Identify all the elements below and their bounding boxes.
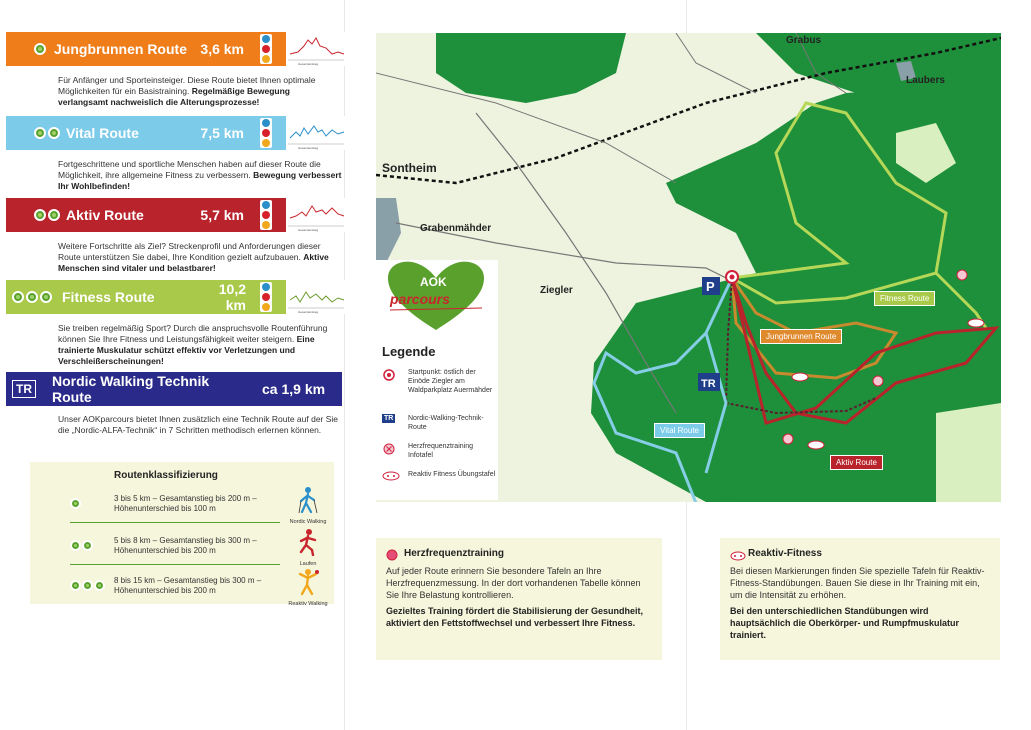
route-bar-aktiv xyxy=(6,198,342,232)
logo-text: AOK xyxy=(420,275,447,289)
info-reaktiv xyxy=(720,538,1000,660)
map-tag-aktiv: Aktiv Route xyxy=(830,455,883,470)
profile-caption: Gesamtanstieg xyxy=(298,228,319,232)
difficulty-dots xyxy=(34,209,60,221)
divider xyxy=(70,564,280,565)
reaktiv-icon xyxy=(730,548,746,566)
legend-title: Legende xyxy=(382,344,436,359)
legend-item-start: Startpunkt: östlich der Einöde Ziegler am Waldparkplatz Auermähder xyxy=(382,368,498,402)
route-name: Aktiv Route xyxy=(66,207,144,223)
route-name: Vital Route xyxy=(66,125,139,141)
info-bold-text: Gezieltes Training fördert die Stabilisierung der Gesundheit, aktiviert den Fettstoffwechsel und verbessert Ihre Fitness. xyxy=(386,606,644,628)
fold-line xyxy=(344,0,345,730)
info-title: Herzfrequenztraining xyxy=(404,548,505,559)
classification-row: 8 bis 15 km – Gesamtanstieg bis 300 m – Höhenunterschied bis 200 m Reaktiv Walking xyxy=(30,570,334,604)
running-icon: Laufen xyxy=(286,528,330,567)
info-title: Reaktiv-Fitness xyxy=(748,548,822,559)
route-distance: 5,7 km xyxy=(200,207,244,223)
nordic-walking-icon: Nordic Walking xyxy=(286,486,330,525)
route-distance: 7,5 km xyxy=(200,125,244,141)
route-classification xyxy=(30,462,334,607)
reaktiv-walking-icon: Reaktiv Walking xyxy=(286,568,330,607)
start-icon xyxy=(382,368,398,380)
difficulty-dots xyxy=(12,291,52,303)
traffic-light-icon xyxy=(260,282,272,312)
classification-row: 3 bis 5 km – Gesamtanstieg bis 200 m – Höhenunterschied bis 100 m Nordic Walking xyxy=(30,488,334,522)
info-text: Auf jeder Route erinnern Sie besondere Tafeln an Ihre Herzfrequenzmessung. In der dort vorhandenen Tabelle können Sie Ihre Belastung kontrollieren. xyxy=(386,566,641,600)
aok-parcours-logo xyxy=(386,260,456,330)
route-bar-nordic xyxy=(6,372,342,406)
route-description: Weitere Fortschritte als Ziel? Streckenprofil und Anforderungen dieser Route unterstützen Sie dabei, Ihre Kondition gezielt aufzubauen. Aktive Menschen sind vitaler und belastbarer! xyxy=(58,241,329,273)
map-tag-fitness: Fitness Route xyxy=(874,291,935,306)
tr-sign: TR xyxy=(701,378,716,390)
route-description: Unser AOKparcours bietet Ihnen zusätzlich eine Technik Route auf der Sie die „Nordic-ALFA-Technik“ in 7 Schritten methodisch erlernen können. xyxy=(58,414,339,435)
tr-badge: TR xyxy=(12,380,36,398)
traffic-light-icon xyxy=(260,34,272,64)
info-text: Bei diesen Markierungen finden Sie spezielle Tafeln für Reaktiv-Fitness-Standübungen. Bauen Sie diese in Ihr Training mit ein, um die Intensität zu erhöhen. xyxy=(730,566,985,600)
elevation-profile xyxy=(286,280,346,314)
profile-caption: Gesamtanstieg xyxy=(298,310,319,314)
place-label: Sontheim xyxy=(382,161,437,175)
route-bar-jungbrunnen xyxy=(6,32,342,66)
divider xyxy=(70,522,280,523)
profile-caption: Gesamtanstieg xyxy=(298,146,319,150)
profile-caption: Gesamtanstieg xyxy=(298,62,319,66)
place-label: Ziegler xyxy=(540,285,573,296)
elevation-profile xyxy=(286,116,346,150)
place-label: Grabenmähder xyxy=(420,223,492,234)
classification-title: Routenklassifizierung xyxy=(114,470,218,481)
route-distance: ca 1,9 km xyxy=(262,381,326,397)
traffic-light-icon xyxy=(260,200,272,230)
elevation-profile xyxy=(286,32,346,66)
info-bold-text: Bei den unterschiedlichen Standübungen wird hauptsächlich die Oberkörper- und Rumpfmuskulatur trainiert. xyxy=(730,606,960,640)
place-label: Grabus xyxy=(786,35,822,46)
route-name: Nordic Walking Technik Route xyxy=(52,373,210,405)
elevation-profile xyxy=(286,198,346,232)
parking-sign: P xyxy=(706,279,715,294)
heart-rate-icon xyxy=(386,548,398,566)
map-tag-vital: Vital Route xyxy=(654,423,705,438)
heart-rate-icon xyxy=(382,442,398,454)
route-bar-vital xyxy=(6,116,342,150)
traffic-light-icon xyxy=(260,118,272,148)
route-name: Fitness Route xyxy=(62,289,155,305)
logo-subtext: parcours xyxy=(390,291,450,307)
classification-row: 5 bis 8 km – Gesamtanstieg bis 300 m – Höhenunterschied bis 200 m Laufen xyxy=(30,530,334,564)
route-description: Fortgeschrittene und sportliche Menschen haben auf dieser Route die Möglichkeit, ihre allgemeine Fitness zu verbessern. Bewegung verbessert Ihr Wohlbefinden! xyxy=(58,159,342,191)
route-distance: 10,2 km xyxy=(218,281,246,313)
place-label: Laubers xyxy=(906,75,945,86)
tr-icon: TR xyxy=(384,415,394,422)
route-description: Sie treiben regelmäßig Sport? Durch die anspruchsvolle Routenführung können Sie Ihre Fitness und Leistungsfähigkeit weiter steigern. Eine trainierte Muskulatur schützt effektiv vor Verletzungen und Verschleißerscheinungen! xyxy=(58,323,328,366)
route-name: Jungbrunnen Route xyxy=(54,41,187,57)
difficulty-dots xyxy=(34,43,46,55)
map-legend: AOK parcours Legende Startpunkt: östlich der Einöde Ziegler am Waldparkplatz Auermähder TR Nordic-Walking-Technik-Route Herzfrequenztraining Infotafel Reaktiv Fitness Übungstafel xyxy=(376,260,498,500)
map-tag-jungbrunnen: Jungbrunnen Route xyxy=(760,329,842,344)
route-description: Für Anfänger und Sporteinsteiger. Diese Route bietet Ihnen optimale Möglichkeiten für ein Basistraining. Regelmäßige Bewegung verlangsamt nachweislich die Alterungsprozesse! xyxy=(58,75,316,107)
route-bar-fitness xyxy=(6,280,342,314)
info-herzfrequenz xyxy=(376,538,662,660)
difficulty-dots xyxy=(34,127,60,139)
route-distance: 3,6 km xyxy=(200,41,244,57)
reaktiv-icon xyxy=(382,470,398,482)
